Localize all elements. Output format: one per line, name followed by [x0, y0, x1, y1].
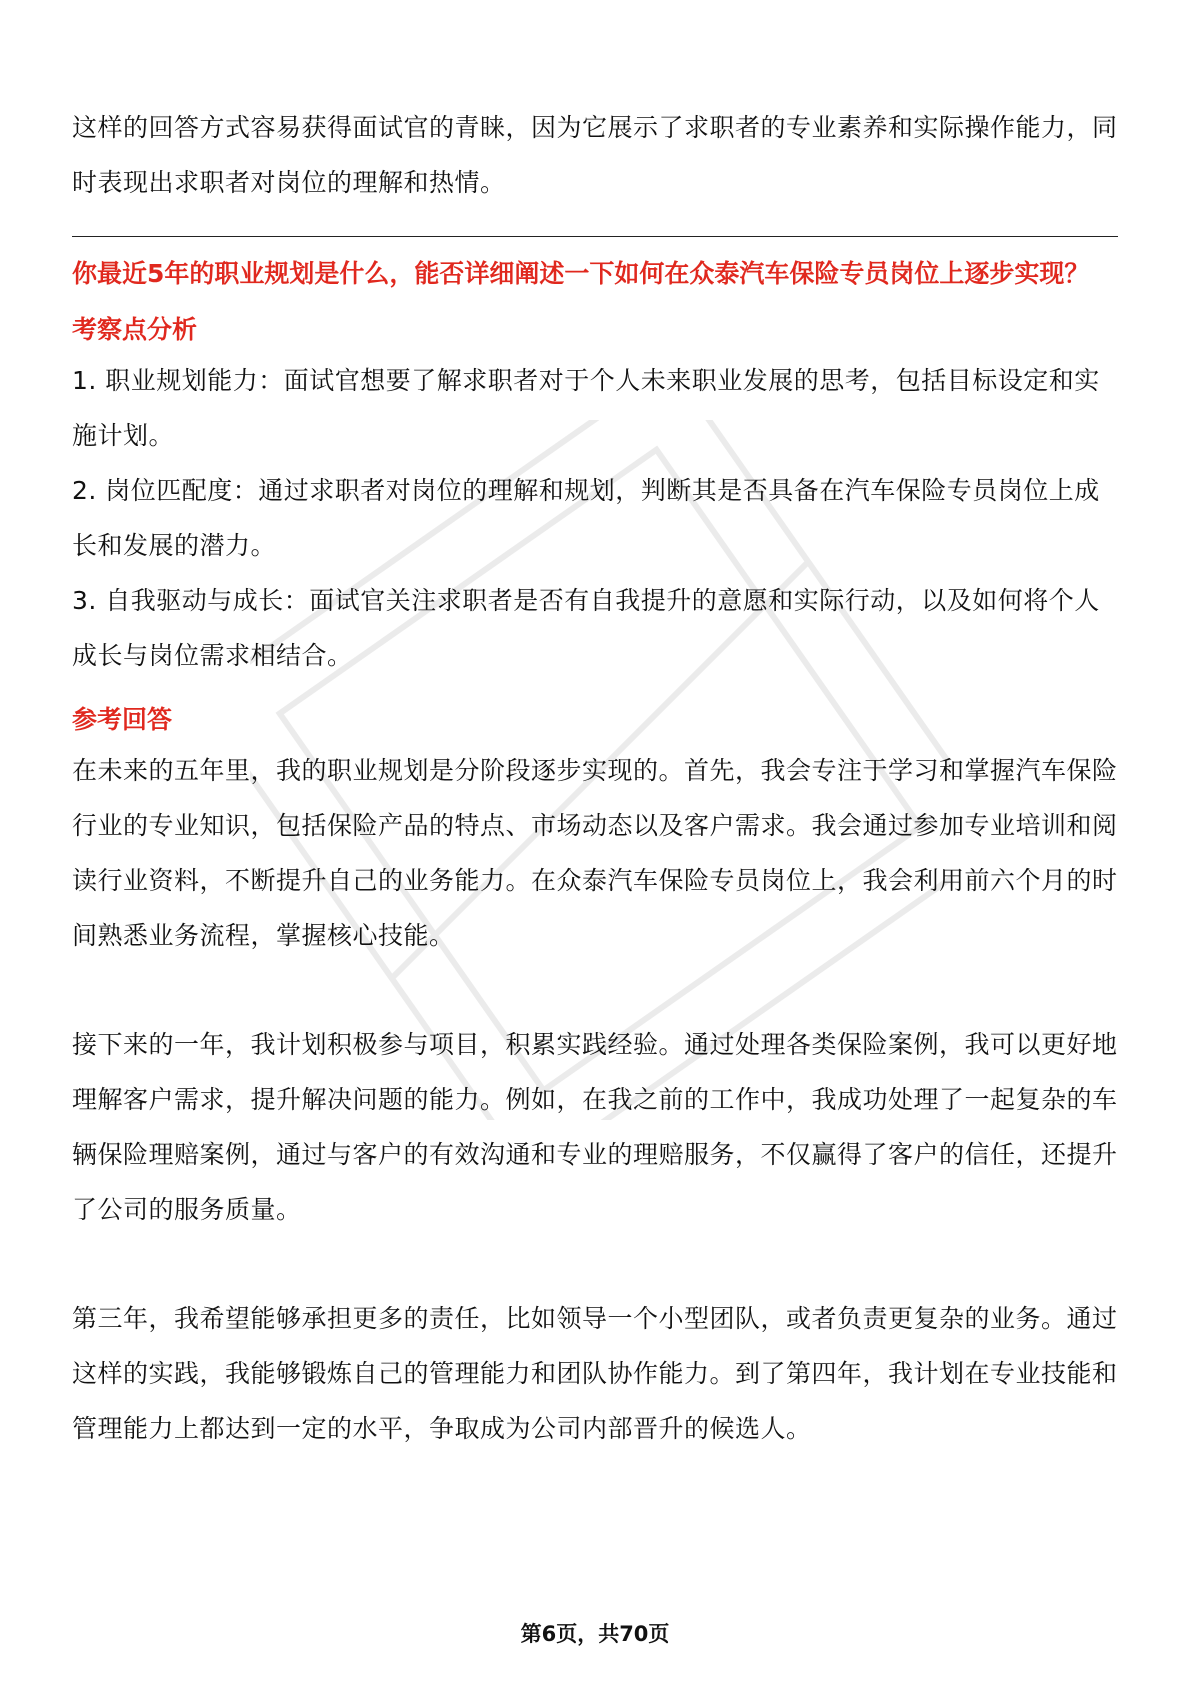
analysis-item: 1. 职业规划能力：面试官想要了解求职者对于个人未来职业发展的思考，包括目标设定和实施计划。: [72, 366, 1100, 450]
analysis-item: 3. 自我驱动与成长：面试官关注求职者是否有自我提升的意愿和实际行动，以及如何将个人成长与岗位需求相结合。: [72, 586, 1100, 670]
answer-title: 参考回答: [72, 705, 173, 734]
page-number: 第6页，共70页: [520, 1622, 670, 1646]
analysis-title: 考察点分析: [72, 315, 198, 344]
paragraph-gap: [72, 1237, 1118, 1291]
section-divider: [72, 236, 1118, 237]
page-content: [72, 100, 1118, 1456]
paragraph-gap: [72, 963, 1118, 1017]
answer-paragraph: 在未来的五年里，我的职业规划是分阶段逐步实现的。首先，我会专注于学习和掌握汽车保险行业的专业知识，包括保险产品的特点、市场动态以及客户需求。我会通过参加专业培训和阅读行业资料，不断提升自己的业务能力。在众泰汽车保险专员岗位上，我会利用前六个月的时间熟悉业务流程，掌握核心技能。: [72, 756, 1118, 950]
analysis-list: [72, 353, 1118, 683]
answer-paragraph: 第三年，我希望能够承担更多的责任，比如领导一个小型团队，或者负责更复杂的业务。通过这样的实践，我能够锻炼自己的管理能力和团队协作能力。到了第四年，我计划在专业技能和管理能力上都达到一定的水平，争取成为公司内部晋升的候选人。: [72, 1304, 1118, 1443]
analysis-item: 2. 岗位匹配度：通过求职者对岗位的理解和规划，判断其是否具备在汽车保险专员岗位上成长和发展的潜力。: [72, 476, 1100, 560]
answer-paragraph: 接下来的一年，我计划积极参与项目，积累实践经验。通过处理各类保险案例，我可以更好地理解客户需求，提升解决问题的能力。例如，在我之前的工作中，我成功处理了一起复杂的车辆保险理赔案例，通过与客户的有效沟通和专业的理赔服务，不仅赢得了客户的信任，还提升了公司的服务质量。: [72, 1030, 1118, 1224]
intro-paragraph: 这样的回答方式容易获得面试官的青睐，因为它展示了求职者的专业素养和实际操作能力，同时表现出求职者对岗位的理解和热情。: [72, 113, 1118, 197]
question-heading: 你最近5年的职业规划是什么，能否详细阐述一下如何在众泰汽车保险专员岗位上逐步实现？: [72, 259, 1090, 288]
